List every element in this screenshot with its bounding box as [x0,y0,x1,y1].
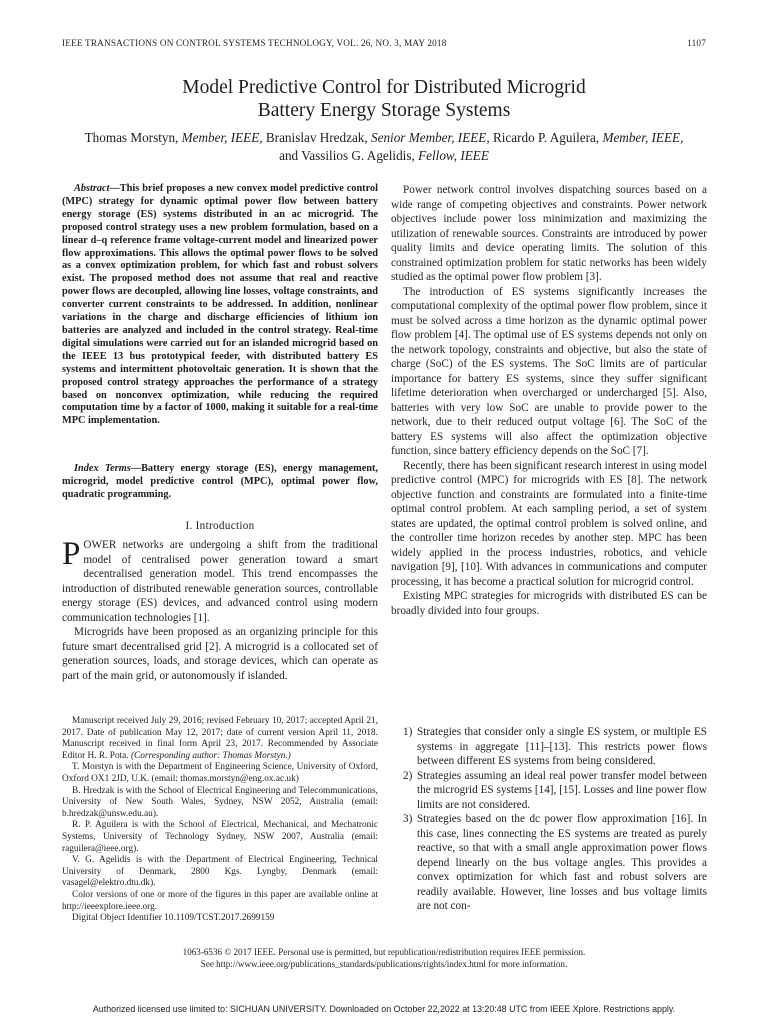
footnote-doi: Digital Object Identifier 10.1109/TCST.2017.2699159 [72,913,275,924]
copyright-notice [62,947,706,970]
abstract-text: —This brief proposes a new convex model predictive control (MPC) strategy for dynamic optimal power flow between battery energy storage (ES) systems distributed in an ac microgrid. The proposed control strategy uses a new problem formulation, based on a linear d–q reference frame voltage-current model and linearized power flow approximations. This allows the optimal power flows to be solved as a convex optimization problem, for which fast and robust solvers exist. The proposed method does not assume that real and reactive power flows are decoupled, allowing line losses, voltage constraints, and converter current constraints to be addressed. In addition, nonlinear variations in the charge and discharge efficiencies of lithium ion batteries are analyzed and included in the control strategy. Real-time digital simulations were carried out for an islanded microgrid based on the IEEE 13 bus prototypical feeder, with distributed battery ES systems and intermittent photovoltaic generation. It is shown that the proposed control strategy approaches the performance of a strategy based on nonconvex optimization, while reducing the required computation time by a factor of 1000, making it suitable for a real-time MPC implementation. [62,183,378,427]
list-item [391,725,707,769]
author-4-role: Fellow, IEEE [418,148,489,163]
list-number: 1) [403,726,413,738]
list-number: 2) [403,769,413,782]
author-list [40,129,728,165]
index-terms-text: —Battery energy storage (ES), energy management, microgrid, model predictive control (MPC), optimal power flow, quadratic programming. [62,463,379,500]
right-paragraph-1: Power network control involves dispatching sources based on a wide range of competing objectives and constraints. Power network objectives include power loss minimization and maximizing the utilization of renewable sources. Constraints are introduced by power quality limits and device operating limits. The solution of this constrained optimization problem for static networks has been widely studied as the optimal power flow problem [3]. [391,184,707,283]
journal-name: IEEE TRANSACTIONS ON CONTROL SYSTEMS TECHNOLOGY, VOL. 26, NO. 3, MAY 2018 [62,38,447,48]
footnote-corresponding: (Corresponding author: Thomas Morstyn.) [128,750,291,761]
author-3-role: Member, IEEE, [602,130,684,145]
author-1-role: Member, IEEE, [181,130,263,145]
index-terms-label: Index Terms [74,463,131,474]
list-text: Strategies assuming an ideal real power transfer model between the microgrid ES systems [14], [15]. Losses and line power flow limits are not considered. [417,769,707,811]
title-line-1: Model Predictive Control for Distributed Microgrid [182,77,586,98]
list-text: Strategies based on the dc power flow approximation [16]. In this case, lines connecting the ES systems are treated as purely reactive, so that with a small angle approximation power flows depend linearly on the bus voltage angles. This provides a convex optimization for which fast and robust solvers are readily available. However, line losses and bus voltage limits are not con- [417,813,707,912]
author-3: Ricardo P. Aguilera, [489,130,603,145]
running-header [62,38,706,48]
author-2: Branislav Hredzak, [262,130,371,145]
right-paragraph-2: The introduction of ES systems significantly increases the computational complexity of the optimal power flow problem, since it must be solved across a time horizon as the dynamic optimal power flow problem [4]. The optimal use of ES systems depends not only on the network topology, constraints and objective, but also the state of charge (SoC) of the ES systems. The SoC limits are of particular importance for battery ES systems, since they suffer significant lifetime deterioration when overcharged or undercharged [5]. Also, batteries with very low SoC are unable to provide power to the network, due to their reduced output voltage [6]. The SoC of the battery ES systems will also affect the optimization objective function, since battery efficiency depends on the SoC [7]. [391,285,707,457]
section-heading-introduction: I. Introduction [185,520,255,532]
footnote-agelidis: V. G. Agelidis is with the Department of Electrical Engineering, Technical University of Denmark, 2800 Kgs. Lyngby, Denmark (email: vasagel@elektro.dtu.dk). [62,855,378,889]
abstract-label: Abstract [74,183,110,194]
list-number: 3) [403,813,413,825]
title-line-2: Battery Energy Storage Systems [257,100,511,121]
author-2-role: Senior Member, IEEE, [371,130,490,145]
right-paragraph-3: Recently, there has been significant research interest in using model predictive control (MPC) for microgrids with ES [8]. The network objective function and constraints are formulated into a finite-time optimal control problem. At each sampling period, a set of system states are updated, the optimal control problem is solved online, and the controller time horizon recedes by another step. MPC has been widely applied in the process industries, robotics, and vehicle navigation [9], [10]. With advances in communications and computer processing, it has become a practical solution for microgrid control. [391,459,707,588]
intro-paragraph-2: Microgrids have been proposed as an organizing principle for this future smart decentralised grid [2]. A microgrid is a collocated set of generation sources, loads, and storage devices, which can operate as part of the main grid, or autonomously if islanded. [62,626,378,682]
right-paragraph-4: Existing MPC strategies for microgrids with distributed ES can be broadly divided into four groups. [391,590,707,617]
footnote-color: Color versions of one or more of the figures in this paper are available online at http://ieeexplore.ieee.org. [62,889,378,912]
author-1: Thomas Morstyn, [84,130,182,145]
page-number: 1107 [687,38,706,48]
index-terms [62,463,378,502]
footnote-hredzak: B. Hredzak is with the School of Electrical Engineering and Telecommunications, University of New South Wales, Sydney, NSW 2052, Australia (email: b.hredzak@unsw.edu.au). [62,785,378,819]
strategy-list [391,725,707,914]
license-footer: Authorized licensed use limited to: SICHUAN UNIVERSITY. Downloaded on October 22,2022 at 13:20:48 UTC from IEEE Xplore. Restrictions apply. [92,1004,676,1014]
intro-paragraph-1: OWER networks are undergoing a shift from the traditional model of centralised power generation toward a smart decentralised generation model. This trend encompasses the introduction of distributed renewable generation sources, controllable energy storage (ES) devices, and advanced control using modern communication technologies [1]. [62,539,378,624]
abstract [62,183,378,428]
footnote-manuscript: Manuscript received July 29, 2016; revised February 10, 2017; accepted April 21, 2017. Date of publication May 12, 2017; date of current version April 11, 2018. Manuscript received in final form April 23, 2017. Recommended by Associate Editor H. R. Pota. [62,716,378,761]
list-item [391,769,707,813]
list-item [391,812,707,914]
drop-cap: P [62,536,81,572]
paper-title [0,76,768,122]
author-4: and Vassilios G. Agelidis, [279,148,419,163]
footnote-aguilera: R. P. Aguilera is with the School of Electrical, Mechanical, and Mechatronic Systems, University of Technology Sydney, NSW 2007, Australia (email: raguilera@ieee.org). [62,820,378,854]
copyright-line-1: 1063-6536 © 2017 IEEE. Personal use is permitted, but republication/redistribution requires IEEE permission. [182,947,586,957]
right-column-body [391,183,707,618]
footnote-morstyn: T. Morstyn is with the Department of Engineering Science, University of Oxford, Oxford OX1 2JD, U.K. (email: thomas.morstyn@eng.ox.ac.uk) [62,762,378,784]
introduction-body [62,538,378,683]
copyright-line-2: See http://www.ieee.org/publications_standards/publications/rights/index.html for more information. [200,958,568,969]
list-text: Strategies that consider only a single ES system, or multiple ES systems in aggregate [11]–[13]. This restricts power flows between different ES systems from being considered. [417,726,707,767]
footnotes [62,716,378,925]
